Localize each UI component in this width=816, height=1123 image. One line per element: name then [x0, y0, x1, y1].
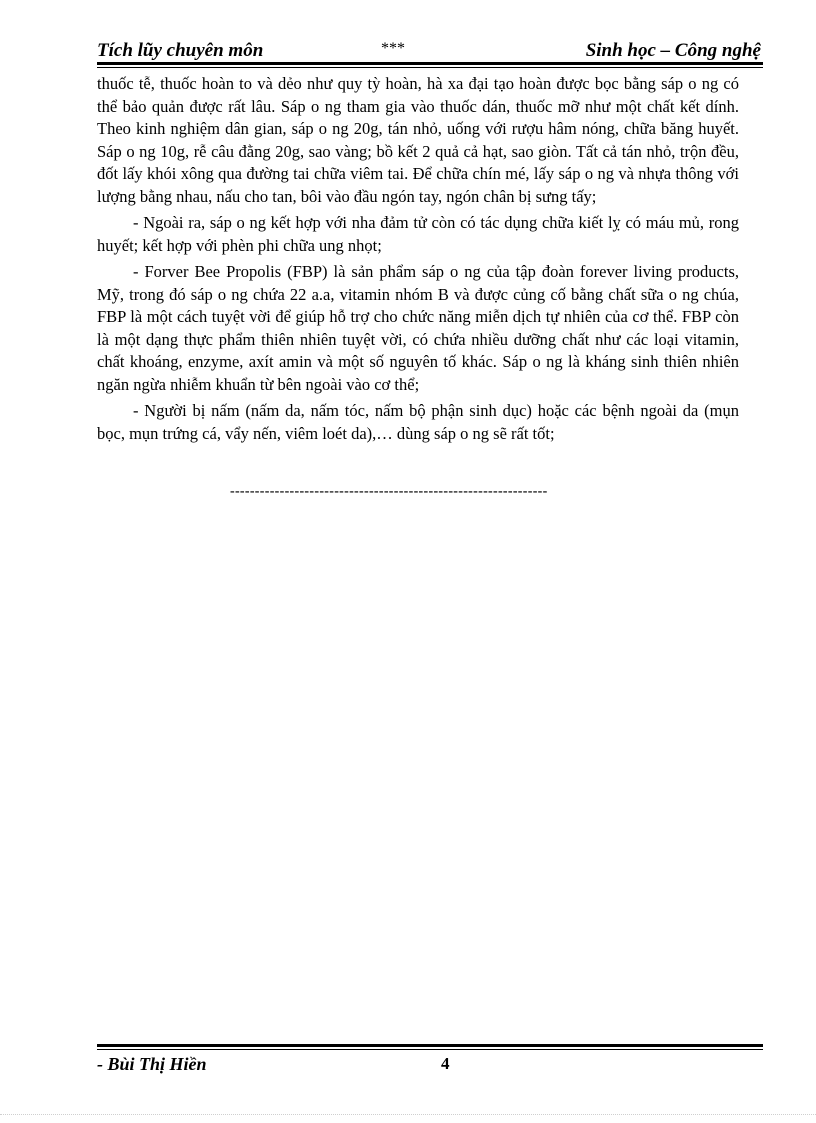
page-edge-guide — [0, 1114, 816, 1115]
paragraph-3: - Forver Bee Propolis (FBP) là sản phẩm sáp o ng của tập đoàn forever living products, Mỹ, trong đó sáp o ng chứa 22 a.a, vitamin nhóm B và được củng cố bằng chất sữa o ng chúa, FBP là một cách tuyệt vời để giúp hỗ trợ cho chức năng miễn dịch tự nhiên của cơ thể. FBP còn là một dạng thực phẩm thiên nhiên tuyệt vời, có chứa nhiều dưỡng chất như các loại vitamin, chất khoáng, enzyme, axít amin và một số nguyên tố khác. Sáp o ng là kháng sinh thiên nhiên ngăn ngừa nhiễm khuẩn từ bên ngoài vào cơ thể; — [97, 262, 739, 394]
section-divider: ---------------------------------------------------------------- — [230, 484, 548, 499]
footer-rule-thick — [97, 1044, 763, 1047]
paragraph-1: thuốc tễ, thuốc hoàn to và dẻo như quy tỳ hoàn, hà xa đại tạo hoàn được bọc bằng sáp o ng có thể bảo quản được rất lâu. Sáp o ng tham gia vào thuốc dán, thuốc mỡ như một chất kết dính. Theo kinh nghiệm dân gian, sáp o ng 20g, tán nhỏ, uống với rượu hâm nóng, chữa băng huyết. Sáp o ng 10g, rễ câu đằng 20g, sao vàng; bồ kết 2 quả cả hạt, sao giòn. Tất cả tán nhỏ, trộn đều, đốt lấy khói xông qua đường tai chữa viêm tai. Để chữa chín mé, lấy sáp o ng và nhựa thông với lượng bằng nhau, nấu cho tan, bôi vào đầu ngón tay, ngón chân bị sưng tấy; — [97, 74, 739, 206]
header-rule-thick — [97, 62, 763, 65]
header-rule-thin — [97, 67, 763, 68]
document-body — [97, 73, 739, 449]
page-number: 4 — [441, 1054, 450, 1073]
header-right-title: Sinh học – Công nghệ — [585, 40, 761, 61]
footer-rule-thin — [97, 1049, 763, 1050]
page-header — [97, 40, 761, 62]
header-ornament: *** — [381, 40, 405, 57]
footer-author: - Bùi Thị Hiền — [97, 1054, 207, 1074]
paragraph-4: - Người bị nấm (nấm da, nấm tóc, nấm bộ phận sinh dục) hoặc các bệnh ngoài da (mụn bọc, mụn trứng cá, vẩy nến, viêm loét da),… dùng sáp o ng sẽ rất tốt; — [97, 401, 739, 443]
header-left-title: Tích lũy chuyên môn — [97, 40, 264, 61]
paragraph-2: - Ngoài ra, sáp o ng kết hợp với nha đảm tử còn có tác dụng chữa kiết lỵ có máu mủ, rong huyết; kết hợp với phèn phi chữa ung nhọt; — [97, 213, 739, 255]
